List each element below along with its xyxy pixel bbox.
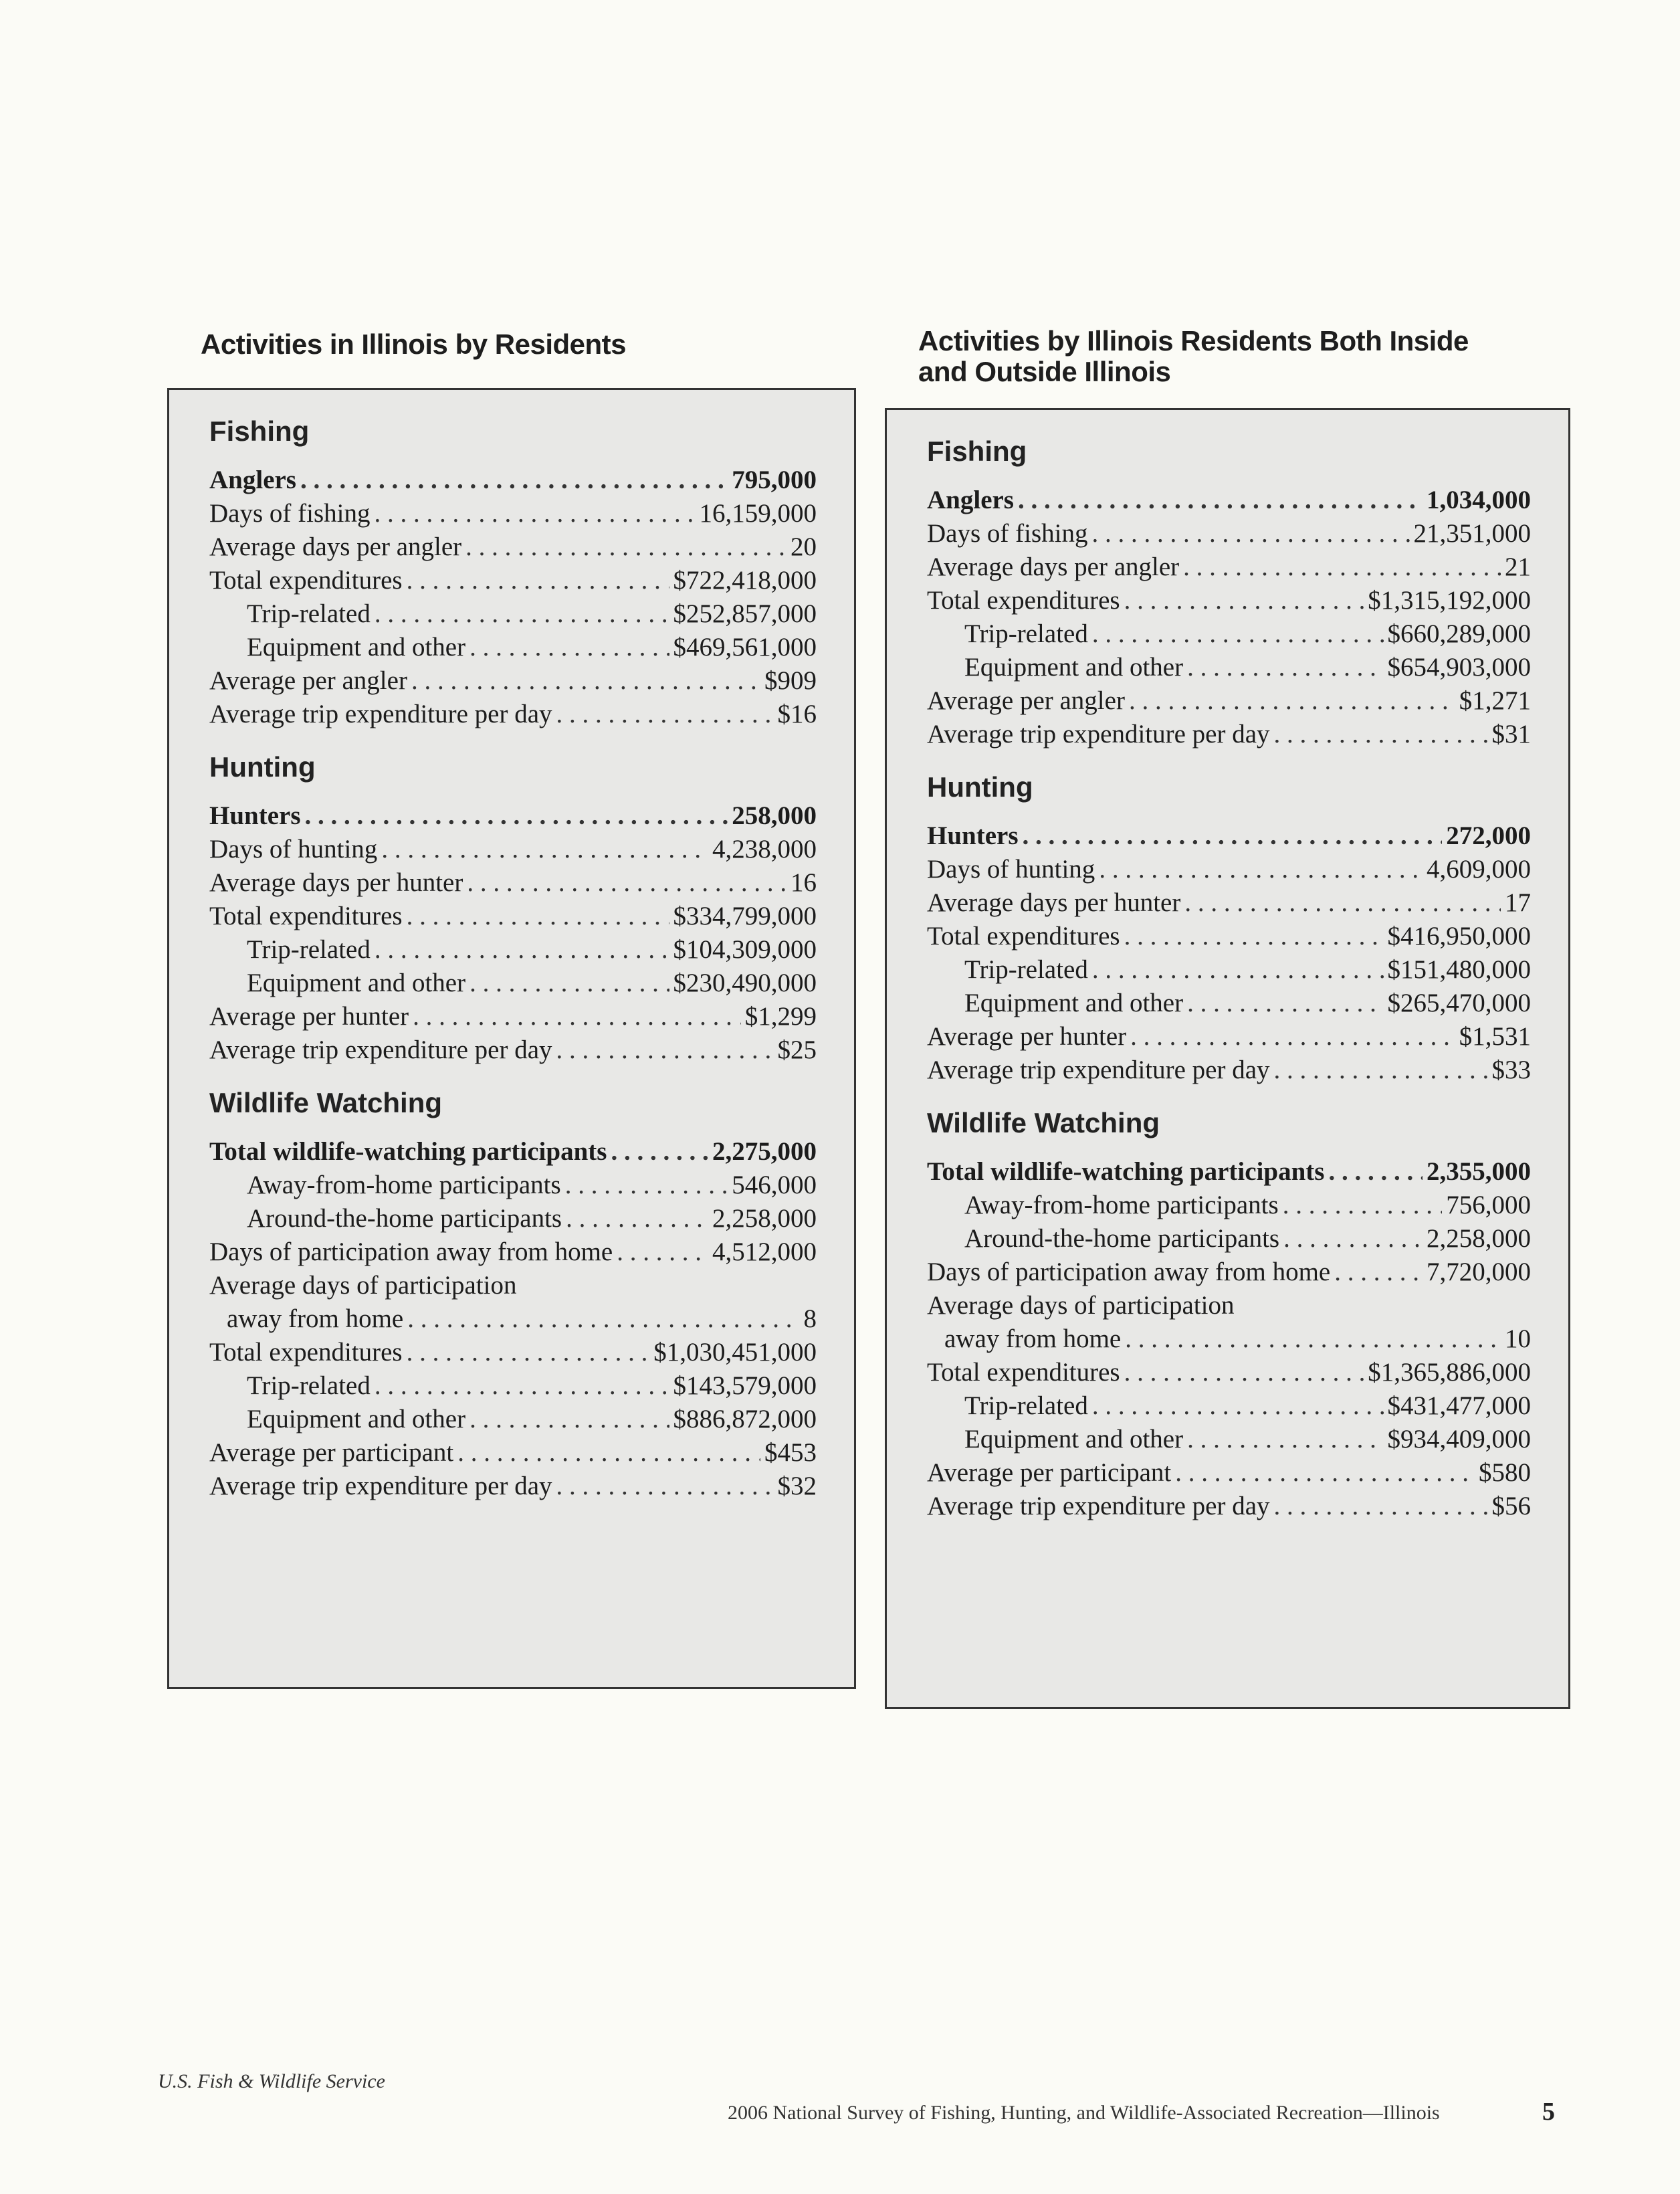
stat-value: $453 <box>764 1438 817 1467</box>
dot-leader <box>469 967 669 1000</box>
left-stats-panel <box>167 388 856 1689</box>
stat-row <box>209 1436 817 1470</box>
dot-leader <box>1274 1490 1488 1523</box>
stat-value: 4,609,000 <box>1427 855 1531 884</box>
stat-value: $33 <box>1491 1056 1531 1084</box>
dot-leader <box>374 497 695 530</box>
dot-leader <box>1124 920 1384 953</box>
stat-label: Days of hunting <box>927 855 1095 884</box>
stat-value: 258,000 <box>732 801 817 830</box>
stat-value: $660,289,000 <box>1387 619 1531 648</box>
stat-value: $416,950,000 <box>1387 922 1531 951</box>
dot-leader <box>465 530 786 564</box>
stat-value: 795,000 <box>732 466 817 494</box>
stat-value: 2,258,000 <box>712 1204 817 1233</box>
stat-label: Equipment and other <box>247 1405 466 1433</box>
stat-label: Total expenditures <box>927 586 1120 615</box>
stat-row <box>209 664 817 698</box>
stat-row <box>927 718 1531 751</box>
stat-label: Total wildlife-watching participants <box>209 1137 607 1166</box>
stat-label: Around-the-home participants <box>964 1224 1280 1253</box>
dot-leader <box>467 866 786 900</box>
stat-value: $16 <box>777 700 817 728</box>
page-number: 5 <box>1542 2098 1555 2126</box>
dot-leader <box>469 1403 669 1436</box>
stat-label: Total expenditures <box>927 922 1120 951</box>
dot-leader <box>375 597 669 631</box>
dot-leader <box>617 1235 708 1269</box>
stat-row <box>927 584 1531 617</box>
stat-label: Average per hunter <box>927 1022 1127 1051</box>
stat-label: Trip-related <box>964 955 1088 984</box>
stat-label: Average days per angler <box>927 553 1180 581</box>
stat-value: 272,000 <box>1446 821 1531 850</box>
stat-value: $934,409,000 <box>1387 1425 1531 1454</box>
stat-row <box>927 1189 1531 1222</box>
right-stats-panel <box>885 408 1570 1709</box>
wildlife-watching-heading: Wildlife Watching <box>209 1087 443 1118</box>
stat-value: 2,355,000 <box>1427 1157 1531 1186</box>
stat-row <box>209 1169 817 1202</box>
stat-value: $151,480,000 <box>1387 955 1531 984</box>
dot-leader <box>1124 1356 1364 1389</box>
dot-leader <box>1099 853 1423 886</box>
dot-leader <box>411 664 760 698</box>
stat-value: 2,275,000 <box>712 1137 817 1166</box>
stat-label: Around-the-home participants <box>247 1204 562 1233</box>
hunting-stats <box>927 819 1531 1087</box>
footer-report-title: 2006 National Survey of Fishing, Hunting, and Wildlife-Associated Recreation—Illinois <box>728 2102 1440 2124</box>
stat-row <box>927 517 1531 551</box>
stat-row <box>209 464 817 497</box>
stat-value: $469,561,000 <box>673 633 817 662</box>
stat-label: Equipment and other <box>247 633 466 662</box>
dot-leader <box>565 1169 728 1202</box>
dot-leader <box>1130 1020 1455 1054</box>
stat-row <box>927 886 1531 920</box>
dot-leader <box>1328 1155 1423 1189</box>
stat-row <box>927 987 1531 1020</box>
stat-label: Trip-related <box>964 1391 1088 1420</box>
stat-row <box>927 1054 1531 1087</box>
stat-value: $580 <box>1479 1458 1531 1487</box>
stat-row <box>927 1456 1531 1490</box>
stat-label: Average per participant <box>927 1458 1172 1487</box>
stat-row <box>209 1033 817 1067</box>
stat-label: Days of participation away from home <box>927 1258 1331 1286</box>
stat-value: $1,315,192,000 <box>1368 586 1531 615</box>
dot-leader <box>1334 1256 1423 1289</box>
stat-value: $25 <box>777 1035 817 1064</box>
stat-label: Total expenditures <box>209 902 403 930</box>
dot-leader <box>413 1000 741 1033</box>
hunting-stats <box>209 799 817 1067</box>
stat-value: $230,490,000 <box>673 969 817 997</box>
stat-row <box>209 1403 817 1436</box>
stat-value: $1,299 <box>744 1002 817 1031</box>
stat-row <box>209 1135 817 1169</box>
dot-leader <box>1092 953 1384 987</box>
dot-leader <box>457 1436 760 1470</box>
stat-value: $32 <box>777 1472 817 1500</box>
stat-row <box>927 1389 1531 1423</box>
stat-value: 21,351,000 <box>1413 519 1531 548</box>
dot-leader <box>1023 819 1443 853</box>
stat-row <box>927 1289 1531 1322</box>
stat-row <box>209 866 817 900</box>
stat-label: Equipment and other <box>964 653 1184 682</box>
stat-row <box>209 497 817 530</box>
stat-value: $886,872,000 <box>673 1405 817 1433</box>
dot-leader <box>566 1202 708 1235</box>
stat-label: Days of fishing <box>209 499 371 528</box>
footer-agency: U.S. Fish & Wildlife Service <box>158 2070 385 2092</box>
stat-label: Away-from-home participants <box>247 1171 561 1199</box>
stat-value: $31 <box>1491 720 1531 749</box>
dot-leader <box>556 1470 774 1503</box>
stat-value: $334,799,000 <box>673 902 817 930</box>
dot-leader <box>407 564 669 597</box>
stat-row <box>927 551 1531 584</box>
fishing-stats <box>209 464 817 731</box>
stat-row <box>209 530 817 564</box>
dot-leader <box>1018 484 1423 517</box>
left-panel-title: Activities in Illinois by Residents <box>201 328 627 360</box>
dot-leader <box>381 833 708 866</box>
stat-label: Anglers <box>927 486 1014 514</box>
stat-value: 546,000 <box>732 1171 817 1199</box>
dot-leader <box>407 900 669 933</box>
dot-leader <box>1283 1189 1443 1222</box>
stat-row <box>209 1369 817 1403</box>
stat-label: Average days of participation <box>209 1271 517 1300</box>
stat-value: $252,857,000 <box>673 599 817 628</box>
stat-row <box>927 1322 1531 1356</box>
dot-leader <box>556 1033 774 1067</box>
dot-leader <box>1283 1222 1423 1256</box>
stat-label: Average trip expenditure per day <box>209 700 552 728</box>
dot-leader <box>1187 651 1383 684</box>
dot-leader <box>375 933 669 967</box>
dot-leader <box>1092 617 1384 651</box>
stat-row <box>927 1256 1531 1289</box>
stat-row <box>209 698 817 731</box>
dot-leader <box>1187 987 1383 1020</box>
stat-label: Average days per hunter <box>209 868 463 897</box>
stat-value: $1,531 <box>1459 1022 1531 1051</box>
stat-label: Days of fishing <box>927 519 1088 548</box>
stat-label: away from home <box>227 1304 404 1333</box>
stat-value: 20 <box>791 532 817 561</box>
stat-label: Days of participation away from home <box>209 1237 613 1266</box>
stat-value: $143,579,000 <box>673 1371 817 1400</box>
dot-leader <box>1091 517 1409 551</box>
stat-row <box>209 1235 817 1269</box>
stat-value: $1,365,886,000 <box>1368 1358 1531 1387</box>
stat-row <box>209 900 817 933</box>
stat-row <box>927 484 1531 517</box>
stat-value: 8 <box>803 1304 817 1333</box>
stat-label: Anglers <box>209 466 296 494</box>
stat-row <box>927 819 1531 853</box>
stat-row <box>209 967 817 1000</box>
stat-label: Average days per hunter <box>927 888 1181 917</box>
stat-label: Days of hunting <box>209 835 378 864</box>
dot-leader <box>407 1302 799 1336</box>
stat-value: $265,470,000 <box>1387 989 1531 1017</box>
dot-leader <box>1187 1423 1383 1456</box>
dot-leader <box>1183 551 1501 584</box>
stat-row <box>927 684 1531 718</box>
stat-value: $1,030,451,000 <box>653 1338 817 1367</box>
right-panel-title-line2: and Outside Illinois <box>918 356 1171 387</box>
stat-row <box>209 933 817 967</box>
stat-label: Total expenditures <box>209 566 403 595</box>
stat-value: 756,000 <box>1446 1191 1531 1219</box>
dot-leader <box>407 1336 650 1369</box>
stat-value: 1,034,000 <box>1427 486 1531 514</box>
stat-value: $909 <box>764 666 817 695</box>
stat-label: Trip-related <box>247 599 371 628</box>
stat-label: Equipment and other <box>964 1425 1184 1454</box>
stat-label: Average days per angler <box>209 532 462 561</box>
wildlife-watching-heading: Wildlife Watching <box>927 1107 1160 1138</box>
stat-label: Average trip expenditure per day <box>927 720 1270 749</box>
dot-leader <box>375 1369 669 1403</box>
stat-value: 4,512,000 <box>712 1237 817 1266</box>
stat-row <box>209 564 817 597</box>
stat-row <box>209 631 817 664</box>
stat-label: Hunters <box>927 821 1019 850</box>
stat-value: $56 <box>1491 1492 1531 1520</box>
stat-row <box>209 597 817 631</box>
stat-row <box>927 1155 1531 1189</box>
dot-leader <box>1274 1054 1488 1087</box>
stat-value: 16 <box>791 868 817 897</box>
stat-label: Equipment and other <box>964 989 1184 1017</box>
dot-leader <box>1129 684 1455 718</box>
stat-label: Average trip expenditure per day <box>927 1056 1270 1084</box>
stat-label: Total wildlife-watching participants <box>927 1157 1325 1186</box>
right-panel-title-line1: Activities by Illinois Residents Both Inside <box>918 325 1469 357</box>
stat-label: Average per participant <box>209 1438 454 1467</box>
stat-value: 10 <box>1505 1324 1531 1353</box>
stat-row <box>209 1202 817 1235</box>
stat-row <box>209 833 817 866</box>
stat-row <box>927 1020 1531 1054</box>
hunting-heading: Hunting <box>209 751 316 783</box>
stat-value: 21 <box>1505 553 1531 581</box>
stat-label: Average per angler <box>927 686 1125 715</box>
stat-label: Equipment and other <box>247 969 466 997</box>
stat-label: Average per angler <box>209 666 407 695</box>
fishing-stats <box>927 484 1531 751</box>
stat-label: Trip-related <box>964 619 1088 648</box>
dot-leader <box>1092 1389 1384 1423</box>
stat-row <box>209 799 817 833</box>
stat-row <box>927 651 1531 684</box>
stat-row <box>209 1000 817 1033</box>
hunting-heading: Hunting <box>927 771 1033 803</box>
stat-value: $722,418,000 <box>673 566 817 595</box>
stat-row <box>927 1490 1531 1523</box>
stat-row <box>927 1222 1531 1256</box>
stat-value: 17 <box>1505 888 1531 917</box>
stat-label: Average trip expenditure per day <box>209 1035 552 1064</box>
dot-leader <box>1175 1456 1475 1490</box>
stat-row <box>927 1356 1531 1389</box>
stat-label: Average per hunter <box>209 1002 409 1031</box>
stat-row <box>927 920 1531 953</box>
stat-value: $431,477,000 <box>1387 1391 1531 1420</box>
wildlife-watching-stats <box>927 1155 1531 1523</box>
stat-value: 2,258,000 <box>1427 1224 1531 1253</box>
wildlife-watching-stats <box>209 1135 817 1503</box>
fishing-heading: Fishing <box>927 435 1027 467</box>
stat-label: Trip-related <box>247 935 371 964</box>
dot-leader <box>1274 718 1488 751</box>
fishing-heading: Fishing <box>209 415 310 447</box>
stat-row <box>927 953 1531 987</box>
stat-row <box>209 1336 817 1369</box>
stat-row <box>209 1269 817 1302</box>
stat-value: 7,720,000 <box>1427 1258 1531 1286</box>
dot-leader <box>300 464 728 497</box>
stat-value: 4,238,000 <box>712 835 817 864</box>
stat-label: Away-from-home participants <box>964 1191 1279 1219</box>
stat-label: Average trip expenditure per day <box>927 1492 1270 1520</box>
stat-label: Average trip expenditure per day <box>209 1472 552 1500</box>
dot-leader <box>305 799 728 833</box>
stat-label: away from home <box>944 1324 1122 1353</box>
stat-row <box>927 1423 1531 1456</box>
stat-label: Trip-related <box>247 1371 371 1400</box>
stat-label: Total expenditures <box>209 1338 403 1367</box>
stat-row <box>927 617 1531 651</box>
stat-value: 16,159,000 <box>699 499 817 528</box>
stat-value: $104,309,000 <box>673 935 817 964</box>
dot-leader <box>1125 1322 1501 1356</box>
stat-label: Total expenditures <box>927 1358 1120 1387</box>
dot-leader <box>1124 584 1364 617</box>
dot-leader <box>556 698 774 731</box>
stat-value: $1,271 <box>1459 686 1531 715</box>
dot-leader <box>611 1135 708 1169</box>
stat-row <box>209 1302 817 1336</box>
dot-leader <box>469 631 669 664</box>
stat-row <box>209 1470 817 1503</box>
stat-row <box>927 853 1531 886</box>
stat-value: $654,903,000 <box>1387 653 1531 682</box>
stat-label: Average days of participation <box>927 1291 1235 1320</box>
dot-leader <box>1184 886 1501 920</box>
stat-label: Hunters <box>209 801 301 830</box>
